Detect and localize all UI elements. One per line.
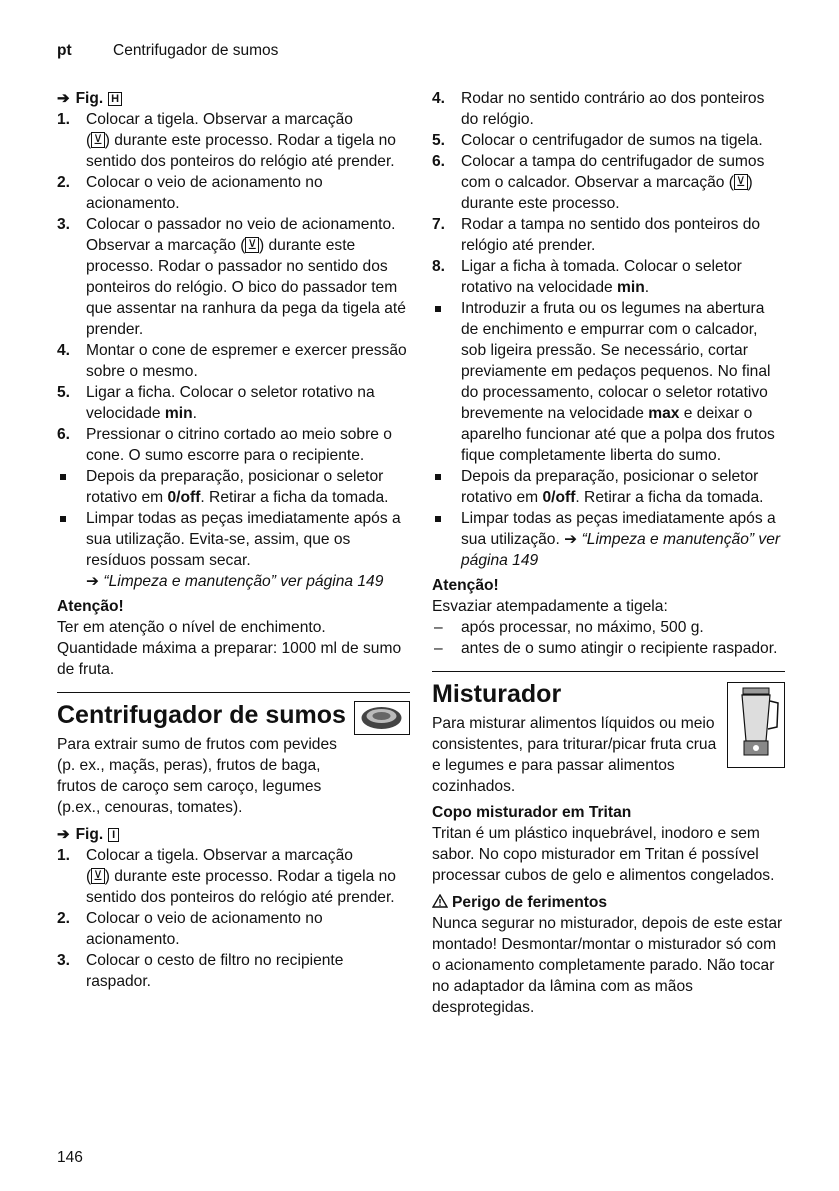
- step-item: 8. Ligar a ficha à tomada. Colocar o seletor rotativo na velocidade min.: [432, 258, 742, 296]
- bullet-item: Depois da preparação, posicionar o seletor rotativo em 0/off. Retirar a ficha da tomada.: [432, 466, 785, 508]
- marking-icon: ⊻: [247, 237, 257, 252]
- blender-icon: [727, 682, 785, 768]
- steps-list-right: [432, 88, 785, 298]
- attention-title: Atenção!: [57, 598, 124, 615]
- dash-list: [432, 617, 785, 659]
- step-item: 6. Colocar a tampa do centrifugador de sumos com o calcador. Observar a marcação ( ⊻ ) durante este processo.: [432, 153, 765, 212]
- attention-text: Ter em atenção o nível de enchimento. Quantidade máxima a preparar: 1000 ml de sumo de fruta.: [57, 619, 402, 678]
- arrow-right-icon: ➔: [57, 90, 70, 107]
- section-title: Misturador: [432, 680, 562, 708]
- section-blender: [432, 671, 785, 1018]
- step-item: 3. Colocar o cesto de filtro no recipiente raspador.: [57, 952, 344, 990]
- fig-letter: I: [108, 828, 119, 842]
- fig-i-reference: ➔ Fig. I: [57, 824, 410, 845]
- step-item: 2. Colocar o veio de acionamento no acionamento.: [57, 910, 323, 948]
- section-title: Centrifugador de sumos: [57, 701, 346, 729]
- steps-list-b: [57, 845, 410, 992]
- arrow-right-icon: ➔: [57, 826, 70, 843]
- step-item: 5. Colocar o centrifugador de sumos na tigela.: [432, 132, 763, 149]
- dash-item: – após processar, no máximo, 500 g.: [434, 619, 704, 636]
- bullet-item: Limpar todas as peças imediatamente após a sua utilização. ➔ “Limpeza e manutenção” ver página 149: [432, 508, 785, 571]
- step-item: 7. Rodar a tampa no sentido dos ponteiros do relógio até prender.: [432, 216, 761, 254]
- marking-icon: ⊻: [93, 132, 103, 147]
- section-juicer: [57, 692, 410, 818]
- left-column: [57, 88, 410, 992]
- cross-reference-link[interactable]: “Limpeza e manutenção” ver página 149: [103, 573, 384, 590]
- marking-icon: ⊻: [93, 868, 103, 883]
- bullet-list-a: [57, 466, 410, 592]
- sub-heading: Copo misturador em Tritan: [432, 804, 632, 821]
- warning-triangle-icon: [432, 892, 448, 913]
- right-column: [432, 88, 785, 1018]
- cross-reference-link[interactable]: “Limpeza e manutenção” ver página 149: [461, 531, 781, 569]
- step-item: 2. Colocar o veio de acionamento no acionamento.: [57, 174, 323, 212]
- marking-icon: ⊻: [736, 174, 746, 189]
- attention-text: Esvaziar atempadamente a tigela:: [432, 598, 668, 615]
- bullet-item: Introduzir a fruta ou os legumes na abertura de enchimento e empurrar com o calcador, sob ligeira pressão. Se necessário, cortar previamente em pedaços pequenos. No final do processamento, colocar o seletor rotativo brevemente na velocidade max e deixar o aparelho funcionar até que a polpa dos frutos fique completamente liberta do sumo.: [432, 298, 785, 466]
- bullet-list-right: [432, 298, 785, 571]
- bullet-item: Limpar todas as peças imediatamente após a sua utilização. Evita-se, assim, que os resíduos possam secar. ➔ “Limpeza e manutenção” ver página 149: [57, 508, 410, 592]
- warning-text: Nunca segurar no misturador, depois de este estar montado! Desmontar/montar o misturador só com o acionamento completamente parado. Não tocar no adaptador da lâmina com as mãos desprotegidas.: [432, 915, 783, 1016]
- step-item: 1. Colocar a tigela. Observar a marcação ( ⊻ ) durante este processo. Rodar a tigela no sentido dos ponteiros do relógio até prender.: [57, 847, 396, 906]
- juicer-icon: [354, 701, 410, 735]
- step-item: 4. Montar o cone de espremer e exercer pressão sobre o mesmo.: [57, 342, 407, 380]
- step-item: 5. Ligar a ficha. Colocar o seletor rotativo na velocidade min.: [57, 384, 375, 422]
- bullet-item: Depois da preparação, posicionar o seletor rotativo em 0/off. Retirar a ficha da tomada.: [57, 466, 410, 508]
- section-intro: Para extrair sumo de frutos com pevides (p. ex., maçãs, peras), frutos de baga, frutos de caroço sem caroço, legumes (p.ex., cenouras, tomates).: [57, 736, 337, 816]
- steps-list-a: [57, 109, 410, 466]
- warning-heading: Perigo de ferimentos: [432, 892, 785, 913]
- step-item: 1. Colocar a tigela. Observar a marcação ( ⊻ ) durante este processo. Rodar a tigela no sentido dos ponteiros do relógio até prender.: [57, 111, 396, 170]
- page-number: 146: [57, 1149, 83, 1166]
- arrow-right-icon: ➔: [86, 573, 104, 590]
- step-item: 4. Rodar no sentido contrário ao dos ponteiros do relógio.: [432, 90, 765, 128]
- dash-item: – antes de o sumo atingir o recipiente raspador.: [434, 640, 778, 657]
- attention-title: Atenção!: [432, 577, 499, 594]
- sub-text: Tritan é um plástico inquebrável, inodoro e sem sabor. No copo misturador em Tritan é possível processar cubos de gelo e alimentos congelados.: [432, 825, 775, 884]
- header-title: Centrifugador de sumos: [113, 42, 279, 59]
- fig-letter: H: [108, 92, 122, 106]
- fig-h-reference: ➔ Fig. H: [57, 88, 410, 109]
- step-item: 6. Pressionar o citrino cortado ao meio sobre o cone. O sumo escorre para o recipiente.: [57, 426, 392, 464]
- arrow-right-icon: ➔: [564, 531, 582, 548]
- page-header: [57, 40, 278, 61]
- step-item: 3. Colocar o passador no veio de acionamento. Observar a marcação ( ⊻ ) durante este processo. Rodar o passador no sentido dos ponteiros do relógio. O bico do passador tem que assentar na ranhura da pega da tigela até prender.: [57, 216, 406, 338]
- section-intro: Para misturar alimentos líquidos ou meio consistentes, para triturar/picar fruta crua e legumes e para passar alimentos cozinhados.: [432, 715, 717, 795]
- language-code: pt: [57, 42, 72, 59]
